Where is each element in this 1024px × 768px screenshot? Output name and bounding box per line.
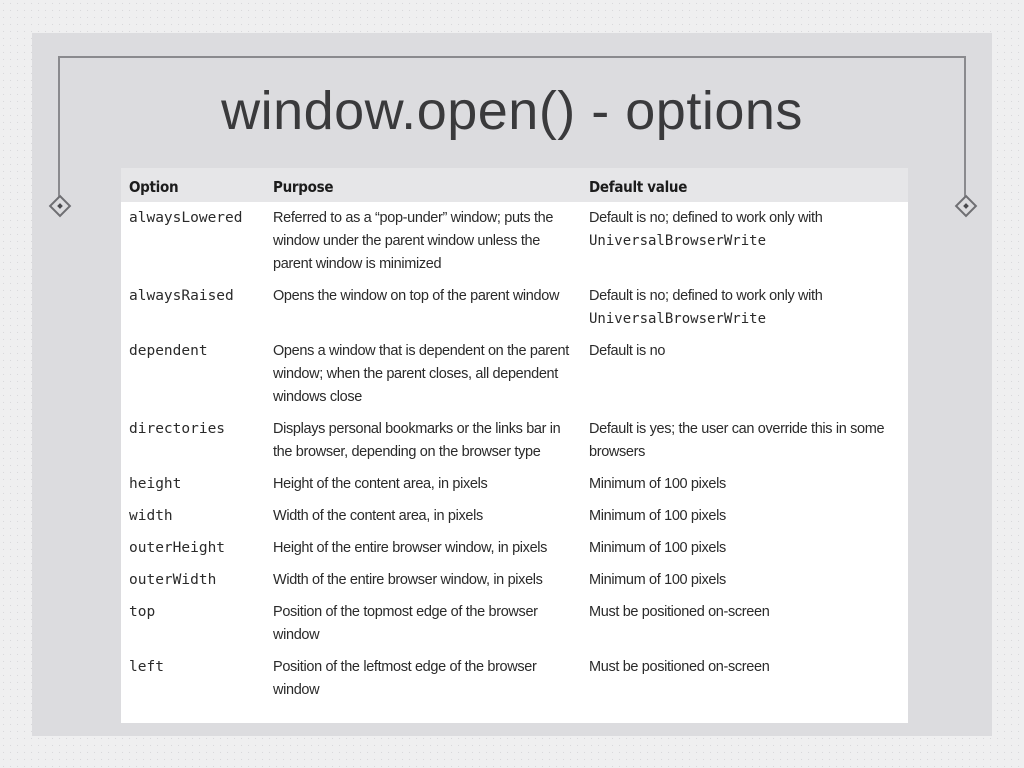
option-purpose: Height of the content area, in pixels	[273, 476, 488, 492]
table-row	[121, 202, 908, 280]
option-purpose: Height of the entire browser window, in pixels	[273, 540, 548, 556]
option-name: top	[129, 604, 156, 620]
slide-title: window.open() - options	[221, 81, 803, 141]
option-purpose: Opens a window that is dependent on the parent window; when the parent closes, all dependent windows close	[273, 343, 569, 405]
option-purpose: Position of the topmost edge of the browser window	[273, 604, 538, 643]
option-default	[581, 202, 908, 280]
option-purpose: Position of the leftmost edge of the browser window	[273, 659, 537, 698]
table-row	[121, 564, 908, 596]
options-table-container	[121, 168, 908, 723]
option-default: Default is no	[589, 343, 666, 359]
option-purpose: Displays personal bookmarks or the links bar in the browser, depending on the browser type	[273, 421, 561, 460]
table-row	[121, 500, 908, 532]
option-default: Minimum of 100 pixels	[589, 508, 726, 524]
table-row	[121, 532, 908, 564]
table-row	[121, 280, 908, 335]
option-default: Minimum of 100 pixels	[589, 540, 726, 556]
option-purpose: Referred to as a “pop-under” window; puts the window under the parent window unless the parent window is minimized	[273, 210, 554, 272]
option-default: Minimum of 100 pixels	[589, 476, 726, 492]
option-name: alwaysLowered	[129, 210, 243, 226]
table-row	[121, 468, 908, 500]
option-name: directories	[129, 421, 226, 437]
default-code: UniversalBrowserWrite	[589, 233, 767, 249]
option-name: alwaysRaised	[129, 288, 234, 304]
option-purpose: Width of the entire browser window, in pixels	[273, 572, 543, 588]
header-option: Option	[129, 178, 179, 196]
default-text: Default is no; defined to work only with	[589, 210, 823, 226]
option-purpose: Width of the content area, in pixels	[273, 508, 483, 524]
option-name: width	[129, 508, 173, 524]
table-row	[121, 596, 908, 651]
header-default-value: Default value	[589, 178, 688, 196]
option-name: height	[129, 476, 182, 492]
option-default: Must be positioned on-screen	[589, 659, 770, 675]
option-name: outerHeight	[129, 540, 226, 556]
option-purpose: Opens the window on top of the parent window	[273, 288, 560, 304]
option-default: Default is yes; the user can override this in some browsers	[589, 421, 885, 460]
table-row	[121, 335, 908, 413]
default-code: UniversalBrowserWrite	[589, 311, 767, 327]
options-table	[121, 168, 908, 706]
header-purpose: Purpose	[273, 178, 334, 196]
default-text: Default is no; defined to work only with	[589, 288, 823, 304]
option-name: outerWidth	[129, 572, 217, 588]
option-default: Minimum of 100 pixels	[589, 572, 726, 588]
table-row	[121, 651, 908, 706]
option-name: left	[129, 659, 164, 675]
option-name: dependent	[129, 343, 208, 359]
table-row	[121, 413, 908, 468]
table-header-row	[121, 168, 908, 202]
frame-line-top	[58, 56, 966, 58]
option-default	[581, 280, 908, 335]
option-default: Must be positioned on-screen	[589, 604, 770, 620]
